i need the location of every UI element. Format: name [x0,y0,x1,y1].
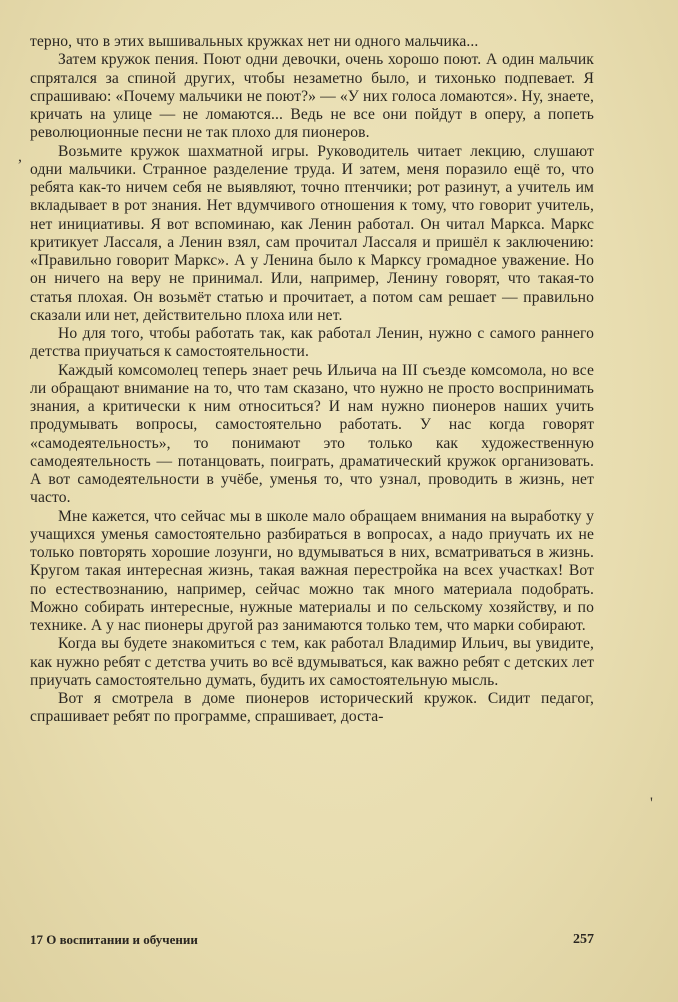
paragraph: Мне кажется, что сейчас мы в школе мало обращаем внимания на выработку у учащихся уменья самостоятельно разбираться в вопросах, а надо приучать их не только повторять хорошие лозунги, но вдумываться в них, всматриваться в жизнь. Кругом такая интересная жизнь, такая важная перестройка на всех участках! Вот по естествознанию, например, сейчас можно так много материала подобрать. Можно собирать интересные, нужные материалы и по сельскому хозяйству, и по технике. А у нас пионеры другой раз занимаются только тем, что марки собирают. [30,507,594,634]
paragraph: Возьмите кружок шахматной игры. Руководитель читает лекцию, слушают одни мальчики. Странное разделение труда. И затем, меня поразило ещё то, что ребята как-то ничем себя не выявляют, точно птенчики; рот разинут, а учитель им вкладывает в рот знания. Нет вдумчивого отношения к тому, что говорит учитель, нет инициативы. Я вот вспоминаю, как Ленин работал. Он читал Маркса. Маркс критикует Лассаля, а Ленин взял, сам прочитал Лассаля и пришёл к заключению: «Правильно говорит Маркс». А у Ленина было к Марксу громадное уважение. Но он ничего на веру не принимал. Или, например, Ленину говорят, что такая-то статья плохая. Он возьмёт статью и прочитает, а потом сам решает — правильно сказали или нет, действительно плоха или нет. [30,142,594,324]
margin-mark: , [18,148,22,165]
paragraph: терно, что в этих вышивальных кружках нет ни одного мальчика... [30,33,479,50]
page-body-text [30,33,594,727]
margin-mark: ' [650,795,653,812]
paragraph: Каждый комсомолец теперь знает речь Ильича на III съезде комсомола, но все ли обращают внимание на то, что там сказано, что нужно не просто воспринимать знания, а критически к ним относиться? И нам нужно пионеров наших учить продумывать вопросы, самостоятельно работать. У нас когда говорят «самодеятельность», то понимают это только как художественную самодеятельность — потанцовать, поиграть, драматический кружок организовать. А вот самодеятельности в учёбе, уменья то, что узнал, проводить в жизнь, нет часто. [30,361,594,507]
paragraph: Когда вы будете знакомиться с тем, как работал Владимир Ильич, вы увидите, как нужно ребят с детства учить во всё вдумываться, как важно ребят с детских лет приучать самостоятельно думать, будить их самостоятельную мысль. [30,635,594,689]
paragraph: Затем кружок пения. Поют одни девочки, очень хорошо поют. А один мальчик спрятался за спиной других, чтобы незаметно было, и тихонько подпевает. Я спрашиваю: «Почему мальчики не поют?» — «У них голоса ломаются». Ну, знаете, кричать на улице — не ломаются... Ведь не все они пойдут в оперу, а попеть революционные песни не так плохо для пионеров. [30,51,594,142]
paragraph: Вот я смотрела в доме пионеров исторический кружок. Сидит педагог, спрашивает ребят по программе, спрашивает, доста- [30,690,594,726]
page-number: 257 [573,932,594,947]
printer-signature: 17 О воспитании и обучении [30,932,198,947]
paragraph: Но для того, чтобы работать так, как работал Ленин, нужно с самого раннего детства приучаться к самостоятельности. [30,325,594,361]
